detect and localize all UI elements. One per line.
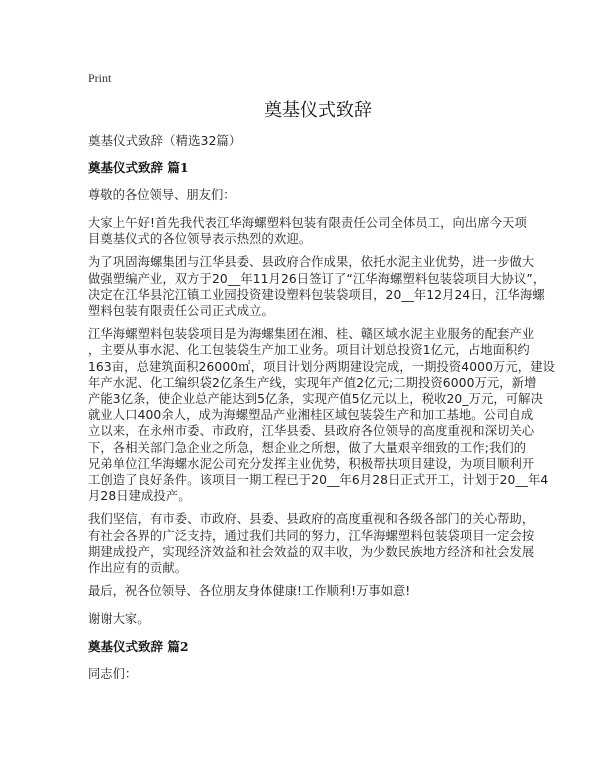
- paragraph-line: 立以来，在永州市委、市政府，江华县委、县政府各位领导的高度重视和深切关心: [88, 424, 535, 439]
- paragraph-line: 我们坚信，有市委、市政府、县委、县政府的高度重视和各级各部门的关心帮助，: [88, 512, 535, 527]
- paragraph: [88, 511, 535, 576]
- paragraph-line: 年产水泥、化工编织袋2亿条生产线，实现年产值2亿元;二期投资6000万元，新增: [88, 375, 537, 390]
- section-heading-2: 奠基仪式致辞 篇2: [88, 639, 189, 655]
- paragraph: [88, 326, 555, 504]
- paragraph-line: 兄弟单位江华海螺水泥公司充分发挥主业优势，积极帮扶项目建设，为项目顺利开: [88, 456, 535, 471]
- paragraph-line: 有社会各界的广泛支持，通过我们共同的努力，江华海螺塑料包装袋项目一定会按: [88, 528, 535, 543]
- page-title: 奠基仪式致辞: [264, 100, 372, 121]
- body-paragraphs: [88, 215, 555, 576]
- paragraph-line: 江华海螺塑料包装袋项目是为海螺集团在湘、桂、赣区域水泥主业服务的配套产业: [88, 327, 535, 342]
- paragraph-line: 工创造了良好条件。该项目一期工程已于20__年6月28日正式开工，计划于20__年4: [88, 473, 549, 488]
- paragraph-line: 下，各相关部门急企业之所急，想企业之所想，做了大量艰辛细致的工作;我们的: [88, 440, 527, 455]
- paragraph-line: ，主要从事水泥、化工包装袋生产加工业务。项目计划总投资1亿元，占地面积约: [88, 343, 530, 358]
- greeting: 尊敬的各位领导、朋友们：: [88, 188, 236, 202]
- document-page: [88, 70, 555, 694]
- closing-wishes: 最后，祝各位领导、各位朋友身体健康!工作顺利!万事如意!: [88, 584, 411, 599]
- paragraph-line: 塑料包装有限责任公司正式成立。: [88, 304, 274, 319]
- paragraph-line: 产能3亿条，使企业总产能达到5亿条，实现产值5亿元以上，税收20_万元，可解决: [88, 392, 543, 407]
- document-subtitle: 奠基仪式致辞（精选32篇）: [88, 133, 242, 148]
- print-link[interactable]: Print: [88, 71, 112, 85]
- paragraph-line: 月28日建成投产。: [88, 489, 191, 504]
- paragraph-line: 期建成投产，实现经济效益和社会效益的双丰收，为少数民族地方经济和社会发展: [88, 544, 535, 559]
- greeting-2: 同志们：: [88, 667, 138, 682]
- paragraph-line: 163亩，总建筑面积26000㎡，项目计划分两期建设完成，一期投资4000万元，建设: [88, 359, 555, 374]
- thanks: 谢谢大家。: [88, 612, 150, 627]
- paragraph-line: 决定在江华县沱江镇工业园投资建设塑料包装袋项目，20__年12月24日，江华海螺: [88, 287, 545, 302]
- paragraph-line: 目奠基仪式的各位领导表示热烈的欢迎。: [88, 232, 312, 247]
- section-heading-1: 奠基仪式致辞 篇1: [88, 160, 189, 175]
- paragraph-line: 大家上午好!首先我代表江华海螺塑料包装有限责任公司全体员工，向出席今天项: [88, 216, 527, 230]
- paragraph: [88, 215, 528, 247]
- paragraph-line: 做强塑编产业，双方于20__年11月26日签订了“江华海螺塑料包装袋项目大协议”，: [88, 271, 546, 286]
- paragraph: [88, 254, 546, 319]
- paragraph-line: 就业人口400余人，成为海螺塑品产业湘桂区域包装袋生产和加工基地。公司自成: [88, 408, 534, 423]
- paragraph-line: 作出应有的贡献。: [88, 561, 188, 576]
- paragraph-line: 为了巩固海螺集团与江华县委、县政府合作成果，依托水泥主业优势，进一步做大: [88, 255, 535, 270]
